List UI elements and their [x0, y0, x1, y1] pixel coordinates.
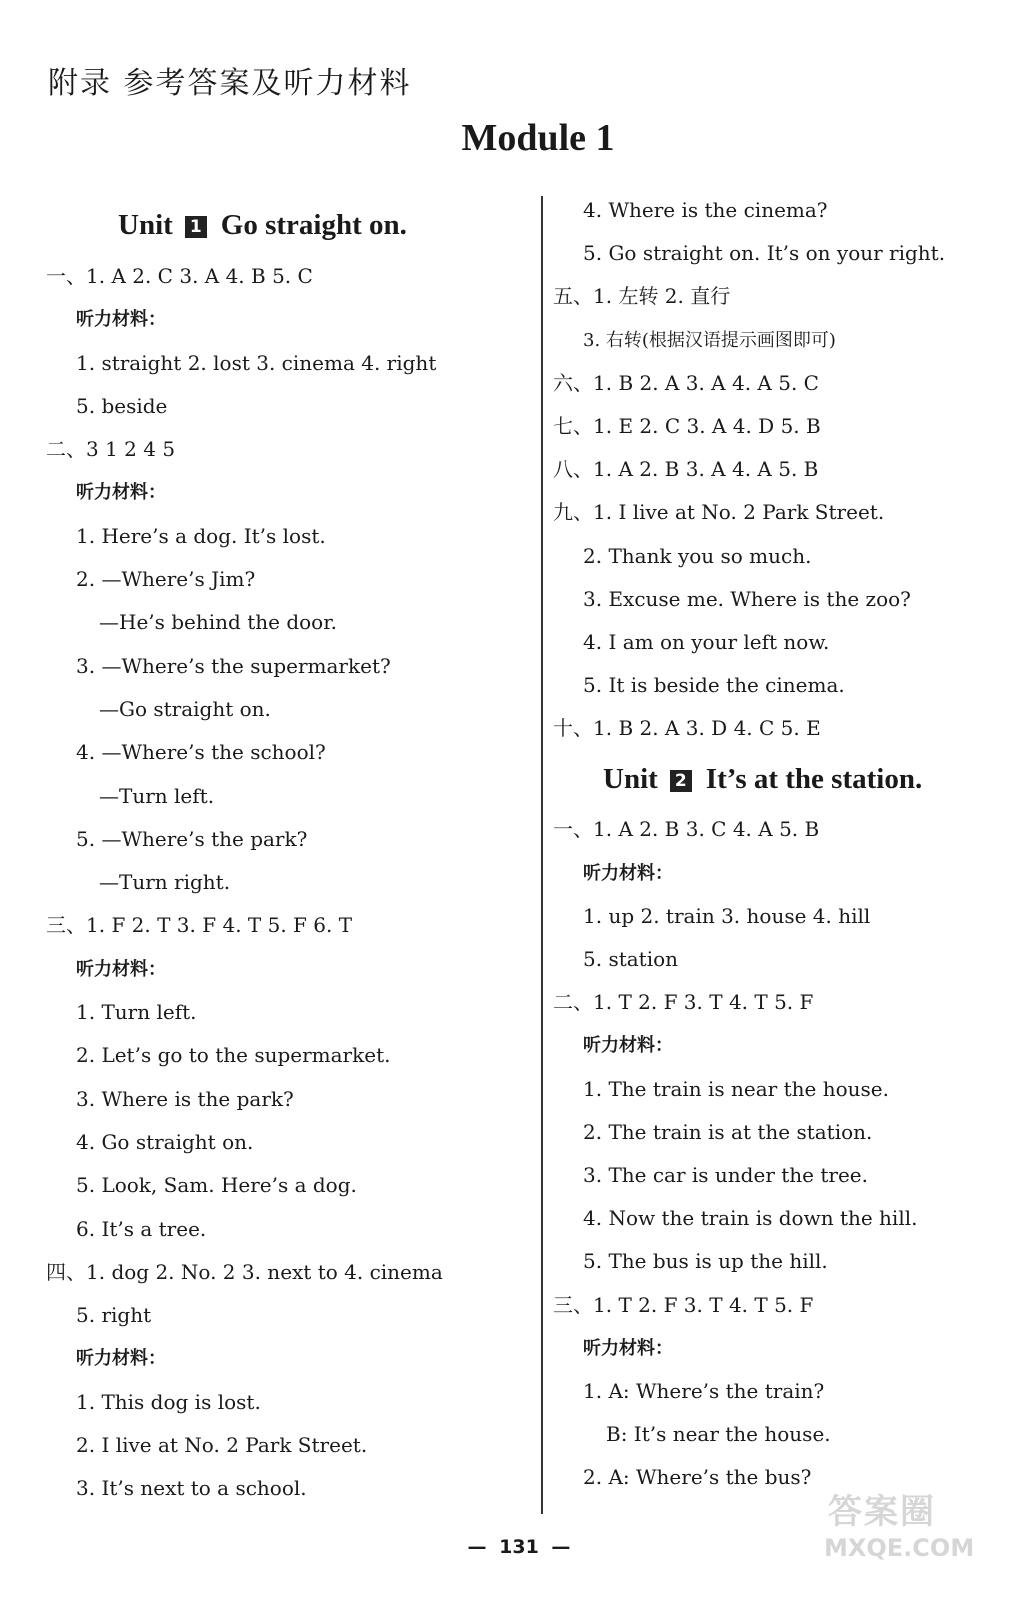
- answer-line: —Turn right.: [99, 870, 231, 895]
- answer-line: 5. station: [583, 947, 679, 971]
- answer-line: 4. Now the train is down the hill.: [583, 1206, 918, 1231]
- answer-line: 5. beside: [76, 393, 168, 418]
- unit2-answer-lines: [553, 808, 993, 1499]
- answer-line: 七、1. E 2. C 3. A 4. D 5. B: [553, 413, 821, 438]
- listening-material-label: 听力材料：: [76, 958, 166, 980]
- answer-line: 1. Here’s a dog. It’s lost.: [76, 523, 326, 548]
- page-number: — 131 —: [467, 1536, 571, 1558]
- unit2-label: Unit: [603, 763, 658, 796]
- answer-line: 3. Excuse me. Where is the zoo?: [583, 586, 911, 611]
- answer-line: 6. It’s a tree.: [76, 1216, 207, 1241]
- answer-line: 4. —Where’s the school?: [76, 740, 326, 765]
- answer-line: 2. I live at No. 2 Park Street.: [76, 1433, 368, 1458]
- answer-line: 5. Look, Sam. Here’s a dog.: [76, 1173, 357, 1198]
- watermark-brand: 答案圈: [828, 1492, 936, 1532]
- right-column: [553, 189, 993, 1499]
- appendix-title: 附录 参考答案及听力材料: [48, 66, 412, 101]
- answer-line: 5. right: [76, 1303, 152, 1328]
- answer-line: 九、1. I live at No. 2 Park Street.: [553, 500, 885, 525]
- answer-line: 一、1. A 2. C 3. A 4. B 5. C: [46, 264, 313, 288]
- unit1-title: Go straight on.: [220, 209, 407, 241]
- answer-line: 3. Where is the park?: [76, 1086, 294, 1111]
- listening-material-label: 听力材料：: [583, 1035, 673, 1057]
- listening-material-label: 听力材料：: [583, 1337, 673, 1359]
- answer-line: 5. It is beside the cinema.: [583, 673, 845, 698]
- answer-line: 三、1. T 2. F 3. T 4. T 5. F: [553, 1292, 814, 1317]
- answer-line: 一、1. A 2. B 3. C 4. A 5. B: [553, 817, 820, 842]
- answer-line: 1. This dog is lost.: [76, 1389, 261, 1414]
- answer-line: 六、1. B 2. A 3. A 4. A 5. C: [553, 370, 819, 395]
- listening-material-label: 听力材料：: [76, 309, 166, 331]
- answer-line: 二、3 1 2 4 5: [46, 437, 176, 462]
- answer-line: 3. It’s next to a school.: [76, 1476, 307, 1501]
- answer-line: 3. —Where’s the supermarket?: [76, 653, 391, 678]
- answer-line: 1. straight 2. lost 3. cinema 4. right: [76, 350, 437, 375]
- answer-line: 十、1. B 2. A 3. D 4. C 5. E: [553, 716, 821, 741]
- module-title: Module 1: [461, 117, 615, 159]
- answer-line: 2. The train is at the station.: [583, 1119, 873, 1144]
- answer-line: 1. A: Where’s the train?: [583, 1378, 825, 1403]
- listening-material-label: 听力材料：: [583, 862, 673, 884]
- answer-line: 五、1. 左转 2. 直行: [553, 284, 731, 309]
- answer-line: 3. The car is under the tree.: [583, 1162, 868, 1187]
- answer-line: —He’s behind the door.: [99, 610, 337, 635]
- answer-line: 二、1. T 2. F 3. T 4. T 5. F: [553, 990, 814, 1015]
- watermark-site: MXQE.COM: [824, 1534, 975, 1562]
- left-column: [46, 195, 526, 1511]
- unit1-number-badge: 1: [185, 216, 207, 238]
- watermark-logo: [820, 1484, 990, 1564]
- unit1-label: Unit: [118, 209, 173, 241]
- answer-line: 2. —Where’s Jim?: [76, 567, 256, 592]
- answer-line: 5. Go straight on. It’s on your right.: [583, 241, 946, 266]
- answer-line: 1. The train is near the house.: [583, 1076, 889, 1101]
- answer-line: 2. A: Where’s the bus?: [583, 1465, 812, 1490]
- answer-line: —Turn left.: [99, 783, 215, 808]
- answer-line: —Go straight on.: [99, 696, 271, 721]
- answer-line: 5. —Where’s the park?: [76, 826, 308, 851]
- answer-line: 3. 右转(根据汉语提示画图即可): [583, 329, 836, 351]
- column-divider: [541, 196, 543, 1514]
- unit2-title: It’s at the station.: [705, 763, 923, 796]
- unit1-answer-lines: [46, 255, 526, 1511]
- answer-line: 1. Turn left.: [76, 1000, 197, 1025]
- unit2-number-badge: 2: [670, 770, 692, 792]
- answer-line: 4. Where is the cinema?: [583, 198, 828, 222]
- answer-line: 四、1. dog 2. No. 2 3. next to 4. cinema: [46, 1259, 443, 1284]
- answer-line: 八、1. A 2. B 3. A 4. A 5. B: [553, 457, 819, 482]
- answer-line: 5. The bus is up the hill.: [583, 1249, 828, 1274]
- answer-line: 4. I am on your left now.: [583, 629, 830, 654]
- listening-material-label: 听力材料：: [76, 1348, 166, 1370]
- answer-line: 1. up 2. train 3. house 4. hill: [583, 903, 871, 928]
- unit2-heading: [553, 750, 993, 808]
- answer-line: 2. Thank you so much.: [583, 543, 812, 568]
- answer-line: 三、1. F 2. T 3. F 4. T 5. F 6. T: [46, 913, 353, 938]
- unit1-answer-lines-continued: [553, 189, 993, 750]
- answer-line: 2. Let’s go to the supermarket.: [76, 1043, 391, 1068]
- answer-line: B: It’s near the house.: [606, 1422, 831, 1447]
- answer-line: 4. Go straight on.: [76, 1129, 254, 1154]
- listening-material-label: 听力材料：: [76, 482, 166, 504]
- unit1-heading: [46, 195, 526, 255]
